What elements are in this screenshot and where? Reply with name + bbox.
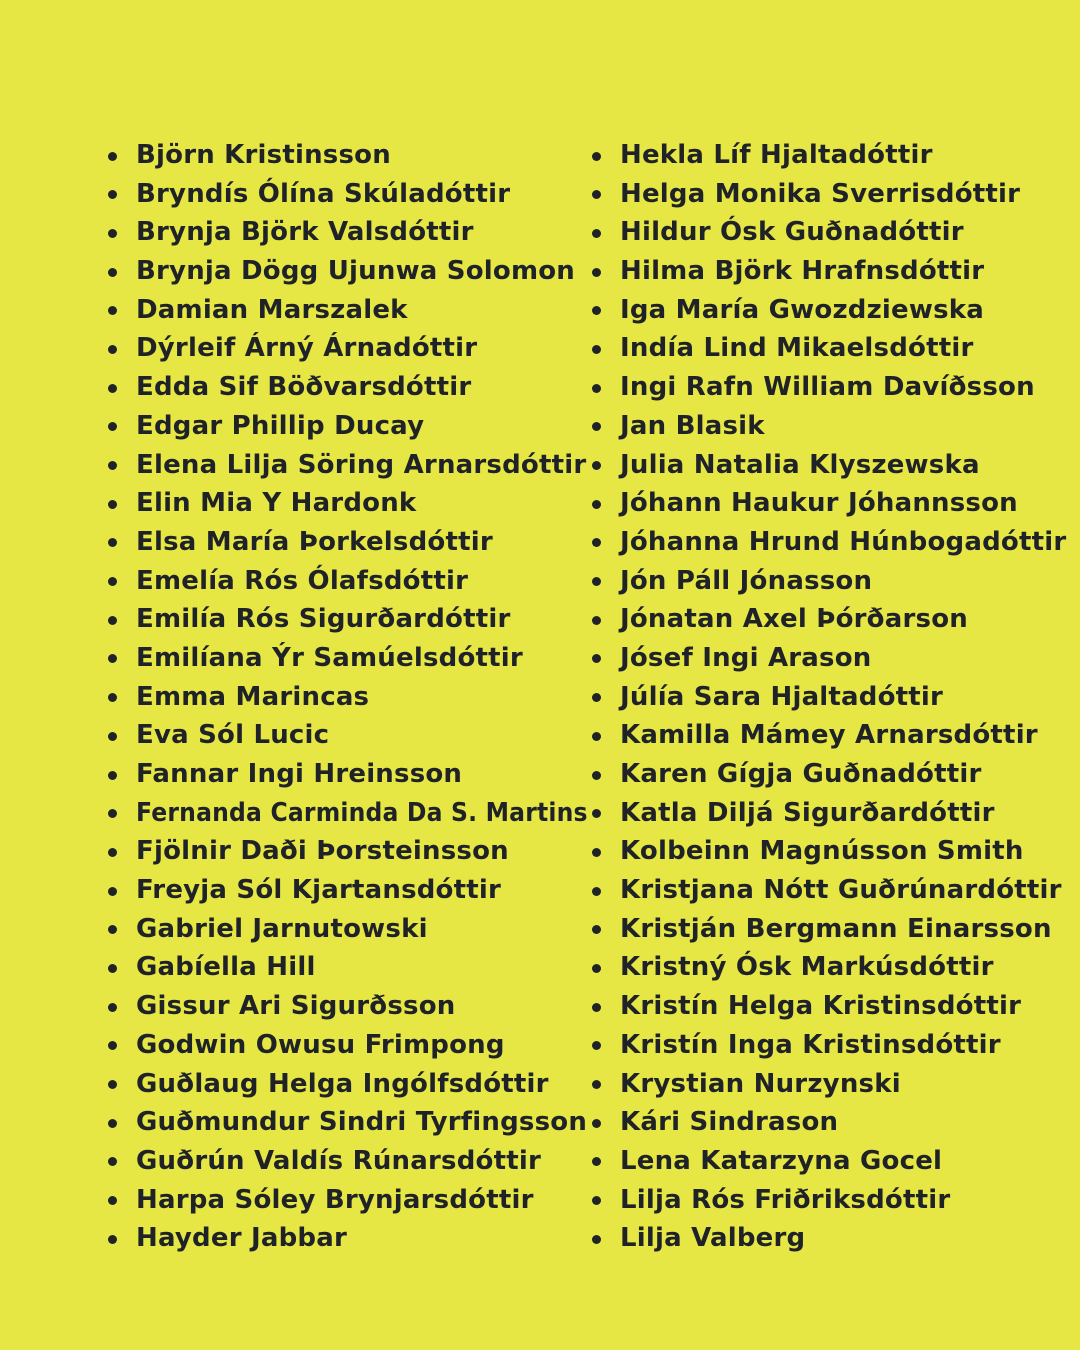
bullet-icon	[108, 887, 117, 896]
name-list-item	[106, 678, 636, 717]
bullet-icon	[592, 577, 601, 586]
name-list-item	[590, 329, 1066, 368]
bullet-icon	[592, 268, 601, 277]
person-name: Indía Lind Mikaelsdóttir	[620, 333, 974, 364]
bullet-icon	[108, 654, 117, 663]
person-name: Fannar Ingi Hreinsson	[136, 759, 463, 789]
name-list-item	[590, 600, 1066, 639]
bullet-icon	[108, 461, 117, 470]
person-name: Katla Diljá Sigurðardóttir	[620, 797, 995, 828]
person-name: Brynja Björk Valsdóttir	[136, 217, 474, 248]
person-name: Bryndís Ólína Skúladóttir	[136, 178, 511, 209]
person-name: Gissur Ari Sigurðsson	[136, 991, 456, 1022]
name-list-item	[590, 639, 1066, 678]
person-name: Kolbeinn Magnússon Smith	[620, 836, 1024, 867]
name-list-item	[590, 213, 1066, 252]
bullet-icon	[108, 152, 117, 161]
name-list-item	[106, 755, 636, 794]
name-list-item	[106, 639, 636, 678]
name-list-item	[106, 368, 636, 407]
bullet-icon	[108, 384, 117, 393]
person-name: Guðlaug Helga Ingólfsdóttir	[136, 1068, 549, 1099]
bullet-icon	[108, 1196, 117, 1205]
name-list-item	[590, 755, 1066, 794]
person-name: Lena Katarzyna Gocel	[620, 1145, 943, 1176]
names-list-right	[590, 136, 1066, 1258]
bullet-icon	[108, 190, 117, 199]
person-name: Kristján Bergmann Einarsson	[620, 913, 1052, 944]
person-name: Damian Marszalek	[136, 294, 408, 325]
bullet-icon	[592, 538, 601, 547]
bullet-icon	[592, 1119, 601, 1128]
person-name: Hildur Ósk Guðnadóttir	[620, 217, 964, 248]
bullet-icon	[108, 422, 117, 431]
person-name: Lilja Rós Friðriksdóttir	[620, 1184, 951, 1215]
person-name: Kári Sindrason	[620, 1107, 839, 1138]
names-list-left	[106, 136, 636, 1258]
name-list-item	[106, 1181, 636, 1220]
person-name: Dýrleif Árný Árnadóttir	[136, 333, 478, 364]
name-list-item	[106, 213, 636, 252]
bullet-icon	[108, 732, 117, 741]
name-list-item	[590, 523, 1066, 562]
bullet-icon	[592, 500, 601, 509]
name-list-item	[590, 407, 1066, 446]
name-list-item	[590, 368, 1066, 407]
person-name: Ingi Rafn William Davíðsson	[620, 372, 1035, 403]
person-name: Gabriel Jarnutowski	[136, 913, 428, 944]
person-name: Elsa María Þorkelsdóttir	[136, 526, 493, 557]
bullet-icon	[108, 1080, 117, 1089]
name-list-item	[590, 716, 1066, 755]
name-list-item	[590, 1142, 1066, 1181]
person-name: Jónatan Axel Þórðarson	[620, 604, 968, 635]
name-list-item	[106, 562, 636, 601]
bullet-icon	[592, 654, 601, 663]
name-list-item	[106, 1219, 636, 1258]
bullet-icon	[592, 1003, 601, 1012]
bullet-icon	[108, 306, 117, 315]
name-list-item	[106, 523, 636, 562]
name-list-item	[106, 871, 636, 910]
name-list-item	[106, 948, 636, 987]
bullet-icon	[592, 1196, 601, 1205]
name-list-item	[590, 1065, 1066, 1104]
bullet-icon	[108, 345, 117, 354]
bullet-icon	[108, 1003, 117, 1012]
person-name: Júlía Sara Hjaltadóttir	[620, 681, 944, 712]
name-list-item	[590, 948, 1066, 987]
person-name: Fjölnir Daði Þorsteinsson	[136, 836, 509, 867]
person-name: Emelía Rós Ólafsdóttir	[136, 565, 469, 596]
name-list-item	[590, 1181, 1066, 1220]
bullet-icon	[108, 771, 117, 780]
name-list-item	[590, 446, 1066, 485]
name-list-item	[106, 1026, 636, 1065]
name-list-item	[590, 832, 1066, 871]
name-list-item	[590, 484, 1066, 523]
name-list-item	[106, 1103, 636, 1142]
name-list-item	[106, 832, 636, 871]
name-list-item	[106, 987, 636, 1026]
bullet-icon	[108, 229, 117, 238]
person-name: Freyja Sól Kjartansdóttir	[136, 875, 502, 906]
name-list-item	[106, 484, 636, 523]
bullet-icon	[592, 384, 601, 393]
person-name: Julia Natalia Klyszewska	[620, 449, 980, 480]
name-list-item	[590, 987, 1066, 1026]
bullet-icon	[592, 229, 601, 238]
bullet-icon	[108, 925, 117, 934]
person-name: Guðrún Valdís Rúnarsdóttir	[136, 1145, 541, 1176]
person-name: Fernanda Carminda Da S. Martins	[136, 797, 588, 828]
name-list-item	[590, 1219, 1066, 1258]
person-name: Edgar Phillip Ducay	[136, 410, 425, 441]
bullet-icon	[108, 964, 117, 973]
bullet-icon	[108, 1041, 117, 1050]
person-name: Hekla Líf Hjaltadóttir	[620, 140, 933, 170]
name-list-item	[106, 600, 636, 639]
bullet-icon	[108, 577, 117, 586]
person-name: Jósef Ingi Arason	[620, 642, 872, 673]
person-name: Hilma Björk Hrafnsdóttir	[620, 256, 985, 287]
person-name: Eva Sól Lucic	[136, 720, 330, 751]
bullet-icon	[592, 732, 601, 741]
name-list-item	[590, 794, 1066, 833]
name-list-item	[590, 871, 1066, 910]
bullet-icon	[108, 809, 117, 818]
name-list-item	[590, 678, 1066, 717]
person-name: Kristný Ósk Markúsdóttir	[620, 952, 994, 983]
name-list-item	[590, 252, 1066, 291]
bullet-icon	[592, 152, 601, 161]
name-list-item	[106, 1065, 636, 1104]
bullet-icon	[108, 500, 117, 509]
name-list-item	[590, 136, 1066, 175]
person-name: Godwin Owusu Frimpong	[136, 1029, 505, 1060]
bullet-icon	[592, 190, 601, 199]
bullet-icon	[592, 925, 601, 934]
person-name: Elin Mia Y Hardonk	[136, 488, 417, 519]
bullet-icon	[592, 809, 601, 818]
person-name: Brynja Dögg Ujunwa Solomon	[136, 256, 576, 287]
bullet-icon	[108, 1157, 117, 1166]
name-list-item	[590, 1103, 1066, 1142]
bullet-icon	[592, 848, 601, 857]
person-name: Kamilla Mámey Arnarsdóttir	[620, 720, 1038, 751]
name-list-item	[590, 291, 1066, 330]
bullet-icon	[592, 461, 601, 470]
bullet-icon	[592, 616, 601, 625]
name-list-item	[590, 562, 1066, 601]
bullet-icon	[108, 848, 117, 857]
person-name: Krystian Nurzynski	[620, 1068, 901, 1099]
bullet-icon	[108, 693, 117, 702]
bullet-icon	[592, 1235, 601, 1244]
bullet-icon	[108, 538, 117, 547]
person-name: Emma Marincas	[136, 681, 370, 712]
name-list-item	[106, 291, 636, 330]
bullet-icon	[592, 1157, 601, 1166]
name-list-item	[590, 175, 1066, 214]
bullet-icon	[592, 964, 601, 973]
person-name: Jóhanna Hrund Húnbogadóttir	[620, 526, 1067, 557]
person-name: Iga María Gwozdziewska	[620, 294, 985, 325]
name-list-item	[106, 407, 636, 446]
person-name: Jan Blasik	[620, 410, 765, 441]
person-name: Helga Monika Sverrisdóttir	[620, 178, 1021, 209]
name-list-item	[106, 446, 636, 485]
bullet-icon	[592, 306, 601, 315]
bullet-icon	[592, 422, 601, 431]
name-list-item	[106, 794, 636, 833]
name-list-item	[590, 910, 1066, 949]
person-name: Guðmundur Sindri Tyrfingsson	[136, 1107, 588, 1138]
person-name: Lilja Valberg	[620, 1223, 806, 1254]
bullet-icon	[592, 693, 601, 702]
bullet-icon	[592, 771, 601, 780]
name-list-item	[106, 716, 636, 755]
name-list-item	[106, 252, 636, 291]
person-name: Jón Páll Jónasson	[620, 565, 873, 596]
name-list-item	[106, 175, 636, 214]
bullet-icon	[592, 1041, 601, 1050]
bullet-icon	[108, 268, 117, 277]
name-list-item	[590, 1026, 1066, 1065]
person-name: Emilía Rós Sigurðardóttir	[136, 604, 511, 635]
bullet-icon	[592, 345, 601, 354]
bullet-icon	[108, 616, 117, 625]
person-name: Karen Gígja Guðnadóttir	[620, 759, 982, 789]
name-list-item	[106, 136, 636, 175]
person-name: Edda Sif Böðvarsdóttir	[136, 372, 472, 403]
bullet-icon	[108, 1119, 117, 1128]
bullet-icon	[592, 887, 601, 896]
person-name: Björn Kristinsson	[136, 140, 391, 170]
person-name: Hayder Jabbar	[136, 1223, 347, 1254]
person-name: Emilíana Ýr Samúelsdóttir	[136, 642, 523, 673]
person-name: Gabíella Hill	[136, 952, 316, 983]
name-list-item	[106, 1142, 636, 1181]
name-list-item	[106, 329, 636, 368]
bullet-icon	[592, 1080, 601, 1089]
person-name: Kristín Helga Kristinsdóttir	[620, 991, 1022, 1022]
person-name: Elena Lilja Söring Arnarsdóttir	[136, 449, 587, 480]
person-name: Harpa Sóley Brynjarsdóttir	[136, 1184, 534, 1215]
person-name: Jóhann Haukur Jóhannsson	[620, 488, 1018, 519]
name-list-item	[106, 910, 636, 949]
person-name: Kristín Inga Kristinsdóttir	[620, 1029, 1001, 1060]
bullet-icon	[108, 1235, 117, 1244]
person-name: Kristjana Nótt Guðrúnardóttir	[620, 875, 1062, 906]
